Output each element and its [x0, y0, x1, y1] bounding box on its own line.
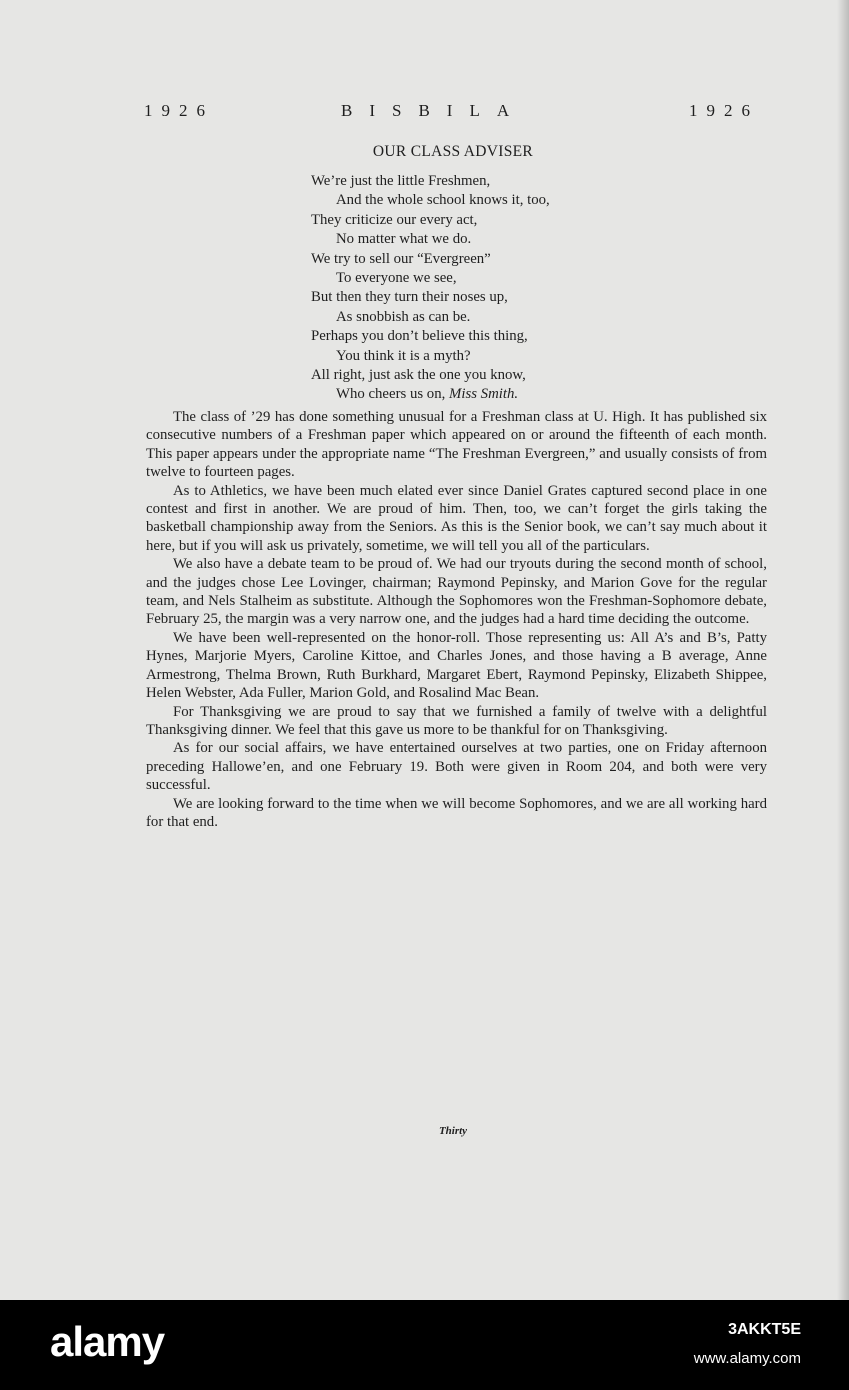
poem-line: You think it is a myth? [336, 347, 471, 364]
poem-line-text: Who cheers us on, [336, 386, 446, 403]
header-title: BISBILA [341, 101, 527, 120]
poem-line: We’re just the little Freshmen, [311, 173, 491, 189]
paragraph-debate: We also have a debate team to be proud of. We had our tryouts during the second month of school, and the judges chose Lee Lovinger, chairman; Raymond Pepinsky, and Marion Gove for the regular team, and Nels Stalheim as substitute. Although the Sophomores won the Freshman-Sophomore debate, February 25, the margin was a very narrow one, and the judges had a hard time deciding the outcome. [146, 556, 767, 628]
paragraph-social: As for our social affairs, we have entertained ourselves at two parties, one on Friday afternoon preceding Hallowe’en, and one February 19. Both were given in Room 204, and both were very successful. [146, 740, 767, 794]
poem-line: And the whole school knows it, too, [336, 192, 550, 209]
poem-title: OUR CLASS ADVISER [372, 143, 534, 160]
alamy-logo: alamy [50, 1318, 165, 1365]
page-number: Thirty [438, 1125, 468, 1137]
site-url: www.alamy.com [693, 1350, 801, 1367]
poem-line: As snobbish as can be. [336, 308, 471, 325]
poem-line: To everyone we see, [336, 270, 457, 287]
poem-line: They criticize our every act, [311, 211, 478, 228]
article-body [146, 408, 767, 831]
poem-line-last [311, 385, 671, 404]
header-year-left: 1926 [144, 101, 214, 120]
paragraph-thanksgiving: For Thanksgiving we are proud to say that we furnished a family of twelve with a delightful Thanksgiving dinner. We feel that this gave us more to be thankful for on Thanksgiving. [146, 703, 767, 738]
paragraph-freshman-paper: The class of ’29 has done something unusual for a Freshman class at U. High. It has published six consecutive numbers of a Freshman paper which appeared on or around the fifteenth of each month. This paper appears under the appropriate name “The Freshman Evergreen,” and usually consists of from twelve to fourteen pages. [146, 409, 767, 481]
poem-line: Perhaps you don’t believe this thing, [311, 328, 528, 345]
running-header [0, 101, 849, 131]
poem-line: No matter what we do. [336, 231, 472, 248]
poem-line: But then they turn their noses up, [311, 289, 508, 306]
paragraph-honor-roll: We have been well-represented on the honor-roll. Those representing us: All A’s and B’s, Patty Hynes, Marjorie Myers, Caroline Kittoe, and Charles Jones, and those having a B average, Anne Armestrong, Thelma Brown, Ruth Burkhard, Margaret Ebert, Raymond Pepinsky, Elizabeth Shippee, Helen Webster, Ada Fuller, Marion Gold, and Rosalind Mac Bean. [146, 629, 767, 702]
paragraph-closing: We are looking forward to the time when we will become Sophomores, and we are all working hard for that end. [146, 795, 767, 830]
watermark-banner [0, 1300, 849, 1390]
image-id: 3AKKT5E [728, 1321, 801, 1338]
header-year-right: 1926 [689, 101, 759, 120]
poem-signature: Miss Smith. [449, 386, 519, 403]
poem-line: All right, just ask the one you know, [311, 367, 526, 384]
paragraph-athletics: As to Athletics, we have been much elated ever since Daniel Grates captured second place in one contest and first in another. We are proud of him. Then, too, we can’t forget the girls taking the basketball championship away from the Seniors. As this is the Senior book, we can’t say much about it here, but if you will ask us privately, sometime, we will tell you all of the particulars. [146, 482, 767, 554]
poem-line: We try to sell our “Evergreen” [311, 250, 491, 267]
poem [311, 172, 671, 405]
